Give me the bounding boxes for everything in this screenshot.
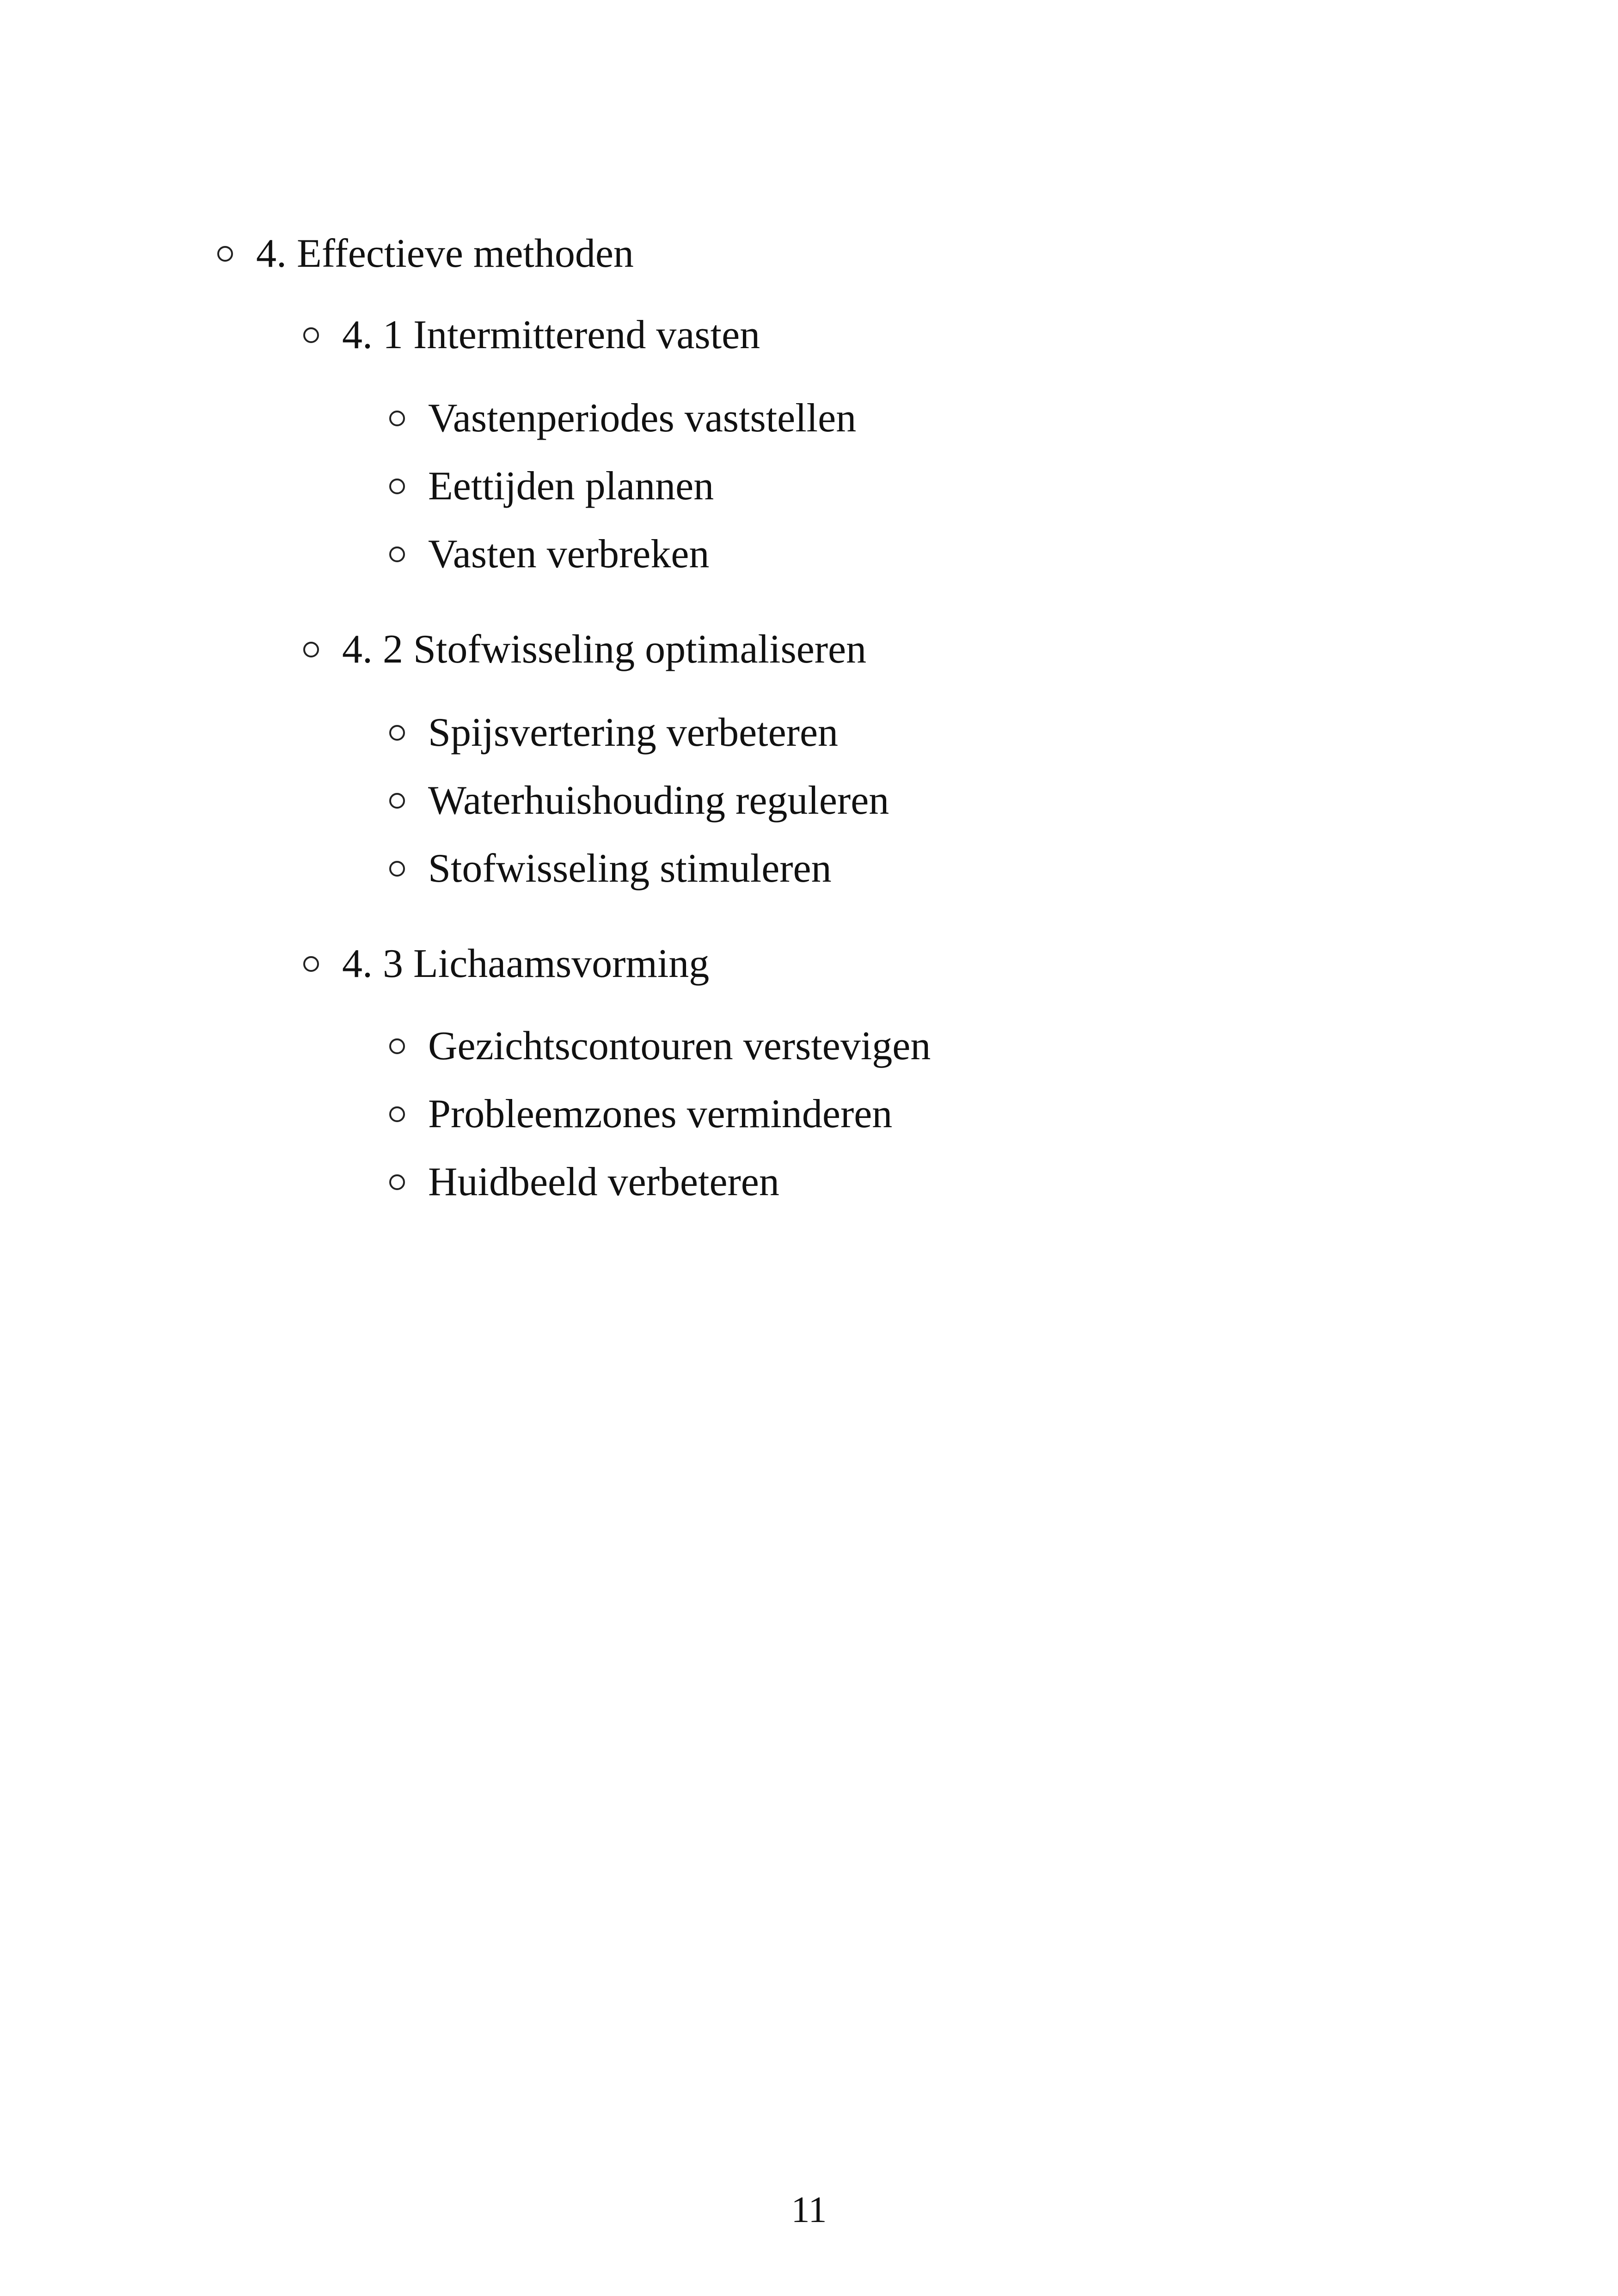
outline-item-label: Probleemzones verminderen	[428, 1092, 893, 1136]
outline-item	[389, 780, 889, 821]
outline-item	[389, 1094, 892, 1135]
circle-bullet-icon	[303, 327, 319, 343]
circle-bullet-icon	[389, 479, 405, 494]
circle-bullet-icon	[389, 725, 405, 741]
outline-section	[217, 233, 634, 274]
page-number: 11	[791, 2190, 827, 2230]
circle-bullet-icon	[389, 793, 405, 809]
outline-item	[389, 848, 832, 889]
outline-item-label: Huidbeeld verbeteren	[428, 1160, 779, 1204]
outline-item-label: Vasten verbreken	[428, 532, 710, 577]
circle-bullet-icon	[389, 1038, 405, 1054]
outline-item-label: Gezichtscontouren verstevigen	[428, 1024, 931, 1068]
outline-item-label: Eettijden plannen	[428, 464, 714, 509]
outline-subsection-3	[303, 941, 710, 986]
outline-item	[389, 712, 838, 753]
circle-bullet-icon	[389, 546, 405, 562]
circle-bullet-icon	[389, 411, 405, 426]
outline-item	[389, 1162, 779, 1203]
circle-bullet-icon	[303, 642, 319, 657]
circle-bullet-icon	[389, 861, 405, 877]
outline-subsection-title: 4. 2 Stofwisseling optimaliseren	[342, 627, 867, 672]
outline-item-label: Spijsvertering verbeteren	[428, 710, 839, 755]
outline-subsection-1	[303, 315, 760, 356]
outline-item	[389, 534, 709, 575]
circle-bullet-icon	[217, 246, 233, 262]
circle-bullet-icon	[389, 1174, 405, 1190]
outline-item-label: Waterhuishouding reguleren	[428, 778, 889, 823]
outline-item	[389, 466, 714, 507]
outline-section-title: 4. Effectieve methoden	[256, 231, 634, 276]
outline-item-label: Stofwisseling stimuleren	[428, 846, 832, 891]
outline-subsection-2	[303, 629, 866, 670]
outline-item-label: Vastenperiodes vaststellen	[428, 396, 857, 441]
circle-bullet-icon	[303, 956, 319, 972]
outline-subsection-title: 4. 1 Intermitterend vasten	[342, 313, 760, 357]
outline-item	[389, 398, 856, 439]
outline-item	[389, 1026, 931, 1067]
outline-subsection-title: 4. 3 Lichaamsvorming	[342, 941, 710, 986]
circle-bullet-icon	[389, 1106, 405, 1122]
